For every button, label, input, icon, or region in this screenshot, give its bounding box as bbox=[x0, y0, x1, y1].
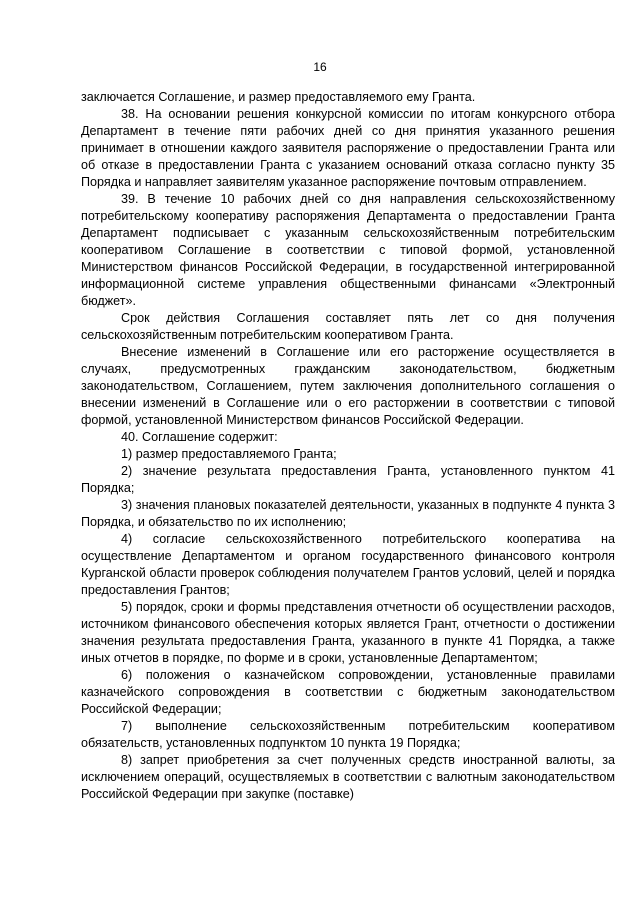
page-number: 16 bbox=[313, 60, 327, 74]
paragraph: 40. Соглашение содержит: bbox=[121, 430, 278, 444]
paragraph: 39. В течение 10 рабочих дней со дня направления сельскохозяйственному потребительскому кооперативу распоряжения Департамента о предоставлении Гранта Департамент подписывает с указанным сельскохозяйственным потребительским кооперативом Соглашение в соответствии с типовой формой, установленной Министерством финансов Российской Федерации, в государственной интегрированной информационной системе управления общественными финансами «Электронный бюджет». bbox=[81, 192, 615, 308]
paragraph: Срок действия Соглашения составляет пять лет со дня получения сельскохозяйственным потребительским кооперативом Гранта. bbox=[81, 311, 615, 342]
document-body bbox=[81, 89, 615, 803]
paragraph: Внесение изменений в Соглашение или его расторжение осуществляется в случаях, предусмотренных гражданским законодательством, бюджетным законодательством, Соглашением, путем заключения дополнительного соглашения о внесении изменений в Соглашение или о его расторжении в соответствии с типовой формой, установленной Министерством финансов Российской Федерации. bbox=[81, 345, 615, 427]
paragraph: 4) согласие сельскохозяйственного потребительского кооператива на осуществление Департаментом и органом государственного финансового контроля Курганской области проверок соблюдения получателем Грантов условий, целей и порядка предоставления Грантов; bbox=[81, 532, 615, 597]
paragraph: 2) значение результата предоставления Гранта, установленного пунктом 41 Порядка; bbox=[81, 464, 615, 495]
paragraph: 7) выполнение сельскохозяйственным потребительским кооперативом обязательств, установленных подпунктом 10 пункта 19 Порядка; bbox=[81, 719, 615, 750]
paragraph: 6) положения о казначейском сопровождении, установленные правилами казначейского сопровождения в соответствии с бюджетным законодательством Российской Федерации; bbox=[81, 668, 615, 716]
paragraph: 3) значения плановых показателей деятельности, указанных в подпункте 4 пункта 3 Порядка, и обязательство по их исполнению; bbox=[81, 498, 615, 529]
paragraph: 1) размер предоставляемого Гранта; bbox=[121, 447, 337, 461]
paragraph: 38. На основании решения конкурсной комиссии по итогам конкурсного отбора Департамент в течение пяти рабочих дней со дня принятия указанного решения принимает в отношении каждого заявителя распоряжение о предоставлении Гранта или об отказе в предоставлении Гранта с указанием оснований отказа согласно пункту 35 Порядка и направляет заявителям указанное распоряжение почтовым отправлением. bbox=[81, 107, 615, 189]
paragraph: заключается Соглашение, и размер предоставляемого ему Гранта. bbox=[81, 90, 476, 104]
paragraph: 5) порядок, сроки и формы представления отчетности об осуществлении расходов, источником финансового обеспечения которых является Грант, отчетности о достижении значения результата предоставления Гранта, указанного в пункте 41 Порядка, а также иных отчетов в порядке, по форме и в сроки, установленные Департаментом; bbox=[81, 600, 615, 665]
paragraph: 8) запрет приобретения за счет полученных средств иностранной валюты, за исключением операций, осуществляемых в соответствии с валютным законодательством Российской Федерации при закупке (поставке) bbox=[81, 753, 615, 801]
